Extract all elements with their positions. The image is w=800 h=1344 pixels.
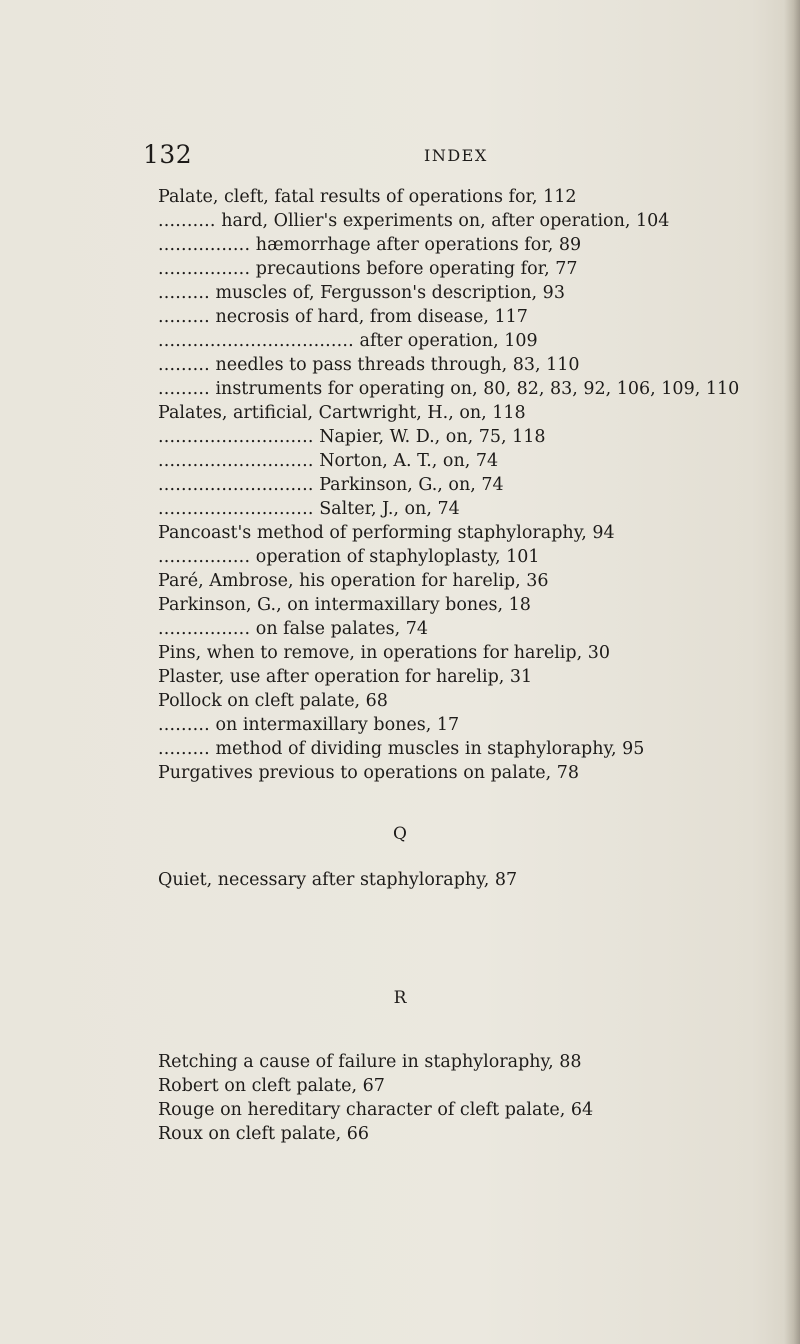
index-entry: Purgatives previous to operations on palate, 78	[158, 763, 580, 783]
index-entry: ......... muscles of, Fergusson's description, 93	[158, 283, 565, 303]
index-entry: ........................... Napier, W. D., on, 75, 118	[158, 427, 546, 447]
index-entry: ................ operation of staphyloplasty, 101	[158, 547, 540, 567]
index-entry: Retching a cause of failure in staphyloraphy, 88	[158, 1052, 582, 1072]
index-entry: ......... instruments for operating on, 80, 82, 83, 92, 106, 109, 110	[158, 379, 740, 399]
index-entry: ........................... Parkinson, G., on, 74	[158, 475, 504, 495]
index-entry: Parkinson, G., on intermaxillary bones, 18	[158, 595, 531, 615]
index-entry: Rouge on hereditary character of cleft palate, 64	[158, 1100, 594, 1120]
index-entry: Palates, artificial, Cartwright, H., on, 118	[158, 403, 526, 423]
index-entry: Pins, when to remove, in operations for harelip, 30	[158, 643, 611, 663]
index-entry: ................ precautions before operating for, 77	[158, 259, 578, 279]
index-entry: Paré, Ambrose, his operation for harelip, 36	[158, 571, 549, 591]
page-header	[0, 140, 800, 180]
index-entry: ........................... Salter, J., on, 74	[158, 499, 460, 519]
page-edge-shadow	[784, 0, 800, 1344]
page-number: 132	[143, 140, 193, 169]
section-letter-q: Q	[393, 824, 407, 844]
section-letter-r: R	[393, 988, 407, 1008]
index-entry: ......... necrosis of hard, from disease, 117	[158, 307, 528, 327]
index-entry: ................ on false palates, 74	[158, 619, 429, 639]
index-entry: ......... needles to pass threads through, 83, 110	[158, 355, 580, 375]
index-entry: .................................. after operation, 109	[158, 331, 538, 351]
running-head: INDEX	[424, 146, 488, 165]
index-entry: ........................... Norton, A. T., on, 74	[158, 451, 499, 471]
index-entry: ................ hæmorrhage after operations for, 89	[158, 235, 582, 255]
index-entry: ......... on intermaxillary bones, 17	[158, 715, 460, 735]
index-entry: Pollock on cleft palate, 68	[158, 691, 388, 711]
index-entry: Robert on cleft palate, 67	[158, 1076, 385, 1096]
index-entry: Roux on cleft palate, 66	[158, 1124, 370, 1144]
index-entry: Quiet, necessary after staphyloraphy, 87	[158, 870, 518, 890]
index-entry: ......... method of dividing muscles in staphyloraphy, 95	[158, 739, 645, 759]
index-entry: Plaster, use after operation for harelip, 31	[158, 667, 533, 687]
index-entry: Palate, cleft, fatal results of operations for, 112	[158, 187, 577, 207]
index-entry: Pancoast's method of performing staphyloraphy, 94	[158, 523, 615, 543]
index-entry: .......... hard, Ollier's experiments on, after operation, 104	[158, 211, 670, 231]
